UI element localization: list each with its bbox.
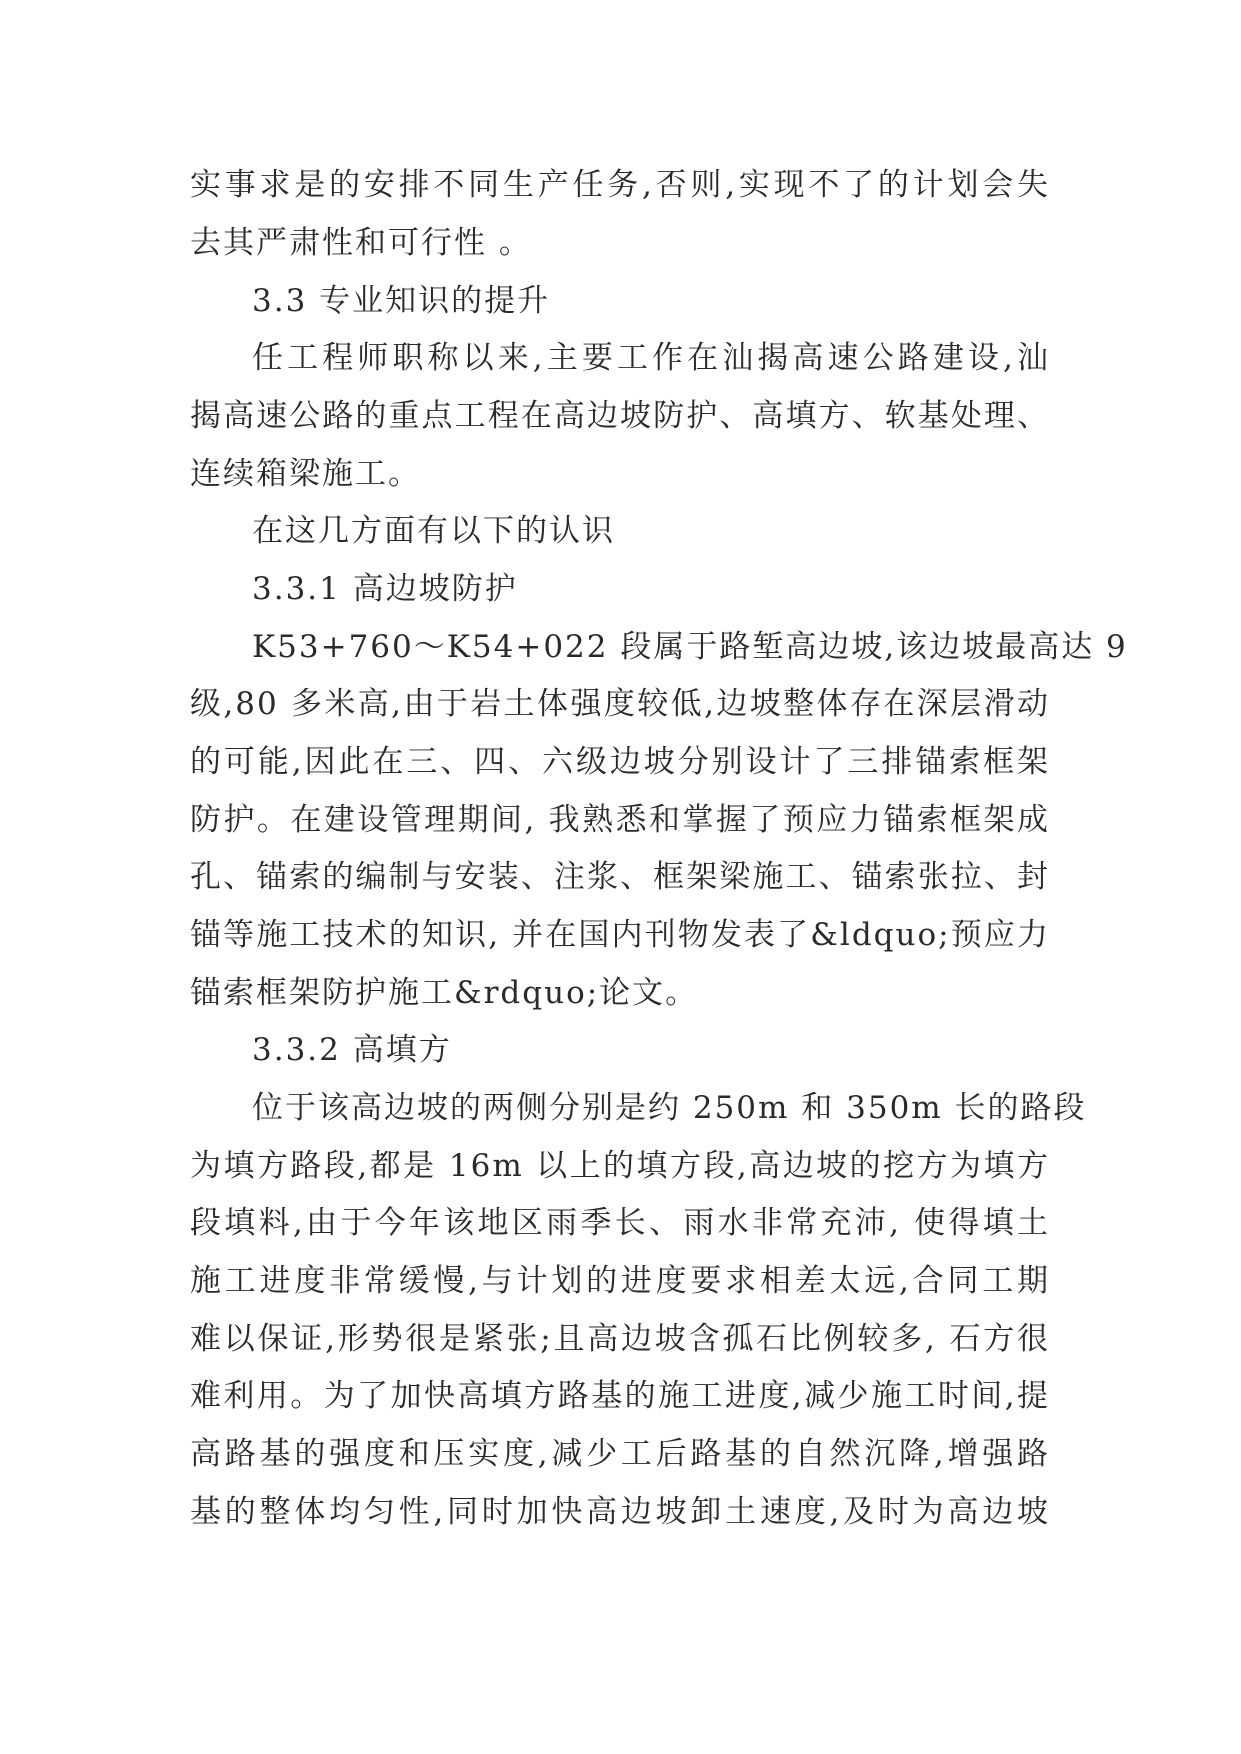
text-line: 在这几方面有以下的认识 — [252, 513, 615, 549]
text-line: 段填料,由于今年该地区雨季长、雨水非常充沛, 使得填土 — [190, 1205, 1050, 1241]
text-line: 锚索框架防护施工&rdquo;论文。 — [190, 975, 699, 1011]
text-line: 任工程师职称以来,主要工作在汕揭高速公路建设,汕 — [252, 340, 1050, 376]
text-line: 实事求是的安排不同生产任务,否则,实现不了的计划会失 — [190, 167, 1050, 203]
text-line: 高路基的强度和压实度,减少工后路基的自然沉降,增强路 — [190, 1436, 1050, 1472]
section-heading: 3.3.2 高填方 — [252, 1032, 452, 1068]
text-line: 锚等施工技术的知识, 并在国内刊物发表了&ldquo;预应力 — [190, 917, 1050, 953]
text-line: 施工进度非常缓慢,与计划的进度要求相差太远,合同工期 — [190, 1263, 1050, 1299]
text-line: 难利用。为了加快高填方路基的施工进度,减少施工时间,提 — [190, 1378, 1050, 1414]
text-line: K53+760～K54+022 段属于路堑高边坡,该边坡最高达 9 — [252, 629, 1128, 665]
text-line: 防护。在建设管理期间, 我熟悉和掌握了预应力锚索框架成 — [190, 802, 1050, 838]
text-line: 孔、锚索的编制与安装、注浆、框架梁施工、锚索张拉、封 — [190, 859, 1050, 895]
text-line: 连续箱梁施工。 — [190, 456, 421, 492]
text-line: 位于该高边坡的两侧分别是约 250m 和 350m 长的路段 — [252, 1090, 1087, 1126]
section-heading: 3.3 专业知识的提升 — [252, 283, 551, 319]
text-line: 为填方路段,都是 16m 以上的填方段,高边坡的挖方为填方 — [190, 1148, 1050, 1184]
text-line: 难以保证,形势很是紧张;且高边坡含孤石比例较多, 石方很 — [190, 1321, 1050, 1357]
section-heading: 3.3.1 高边坡防护 — [252, 571, 518, 607]
text-line: 的可能,因此在三、四、六级边坡分别设计了三排锚索框架 — [190, 744, 1050, 780]
text-line: 揭高速公路的重点工程在高边坡防护、高填方、软基处理、 — [190, 398, 1050, 434]
text-line: 级,80 多米高,由于岩土体强度较低,边坡整体存在深层滑动 — [190, 686, 1050, 722]
text-line: 去其严肃性和可行性 。 — [190, 225, 532, 261]
text-line: 基的整体均匀性,同时加快高边坡卸土速度,及时为高边坡 — [190, 1494, 1050, 1530]
